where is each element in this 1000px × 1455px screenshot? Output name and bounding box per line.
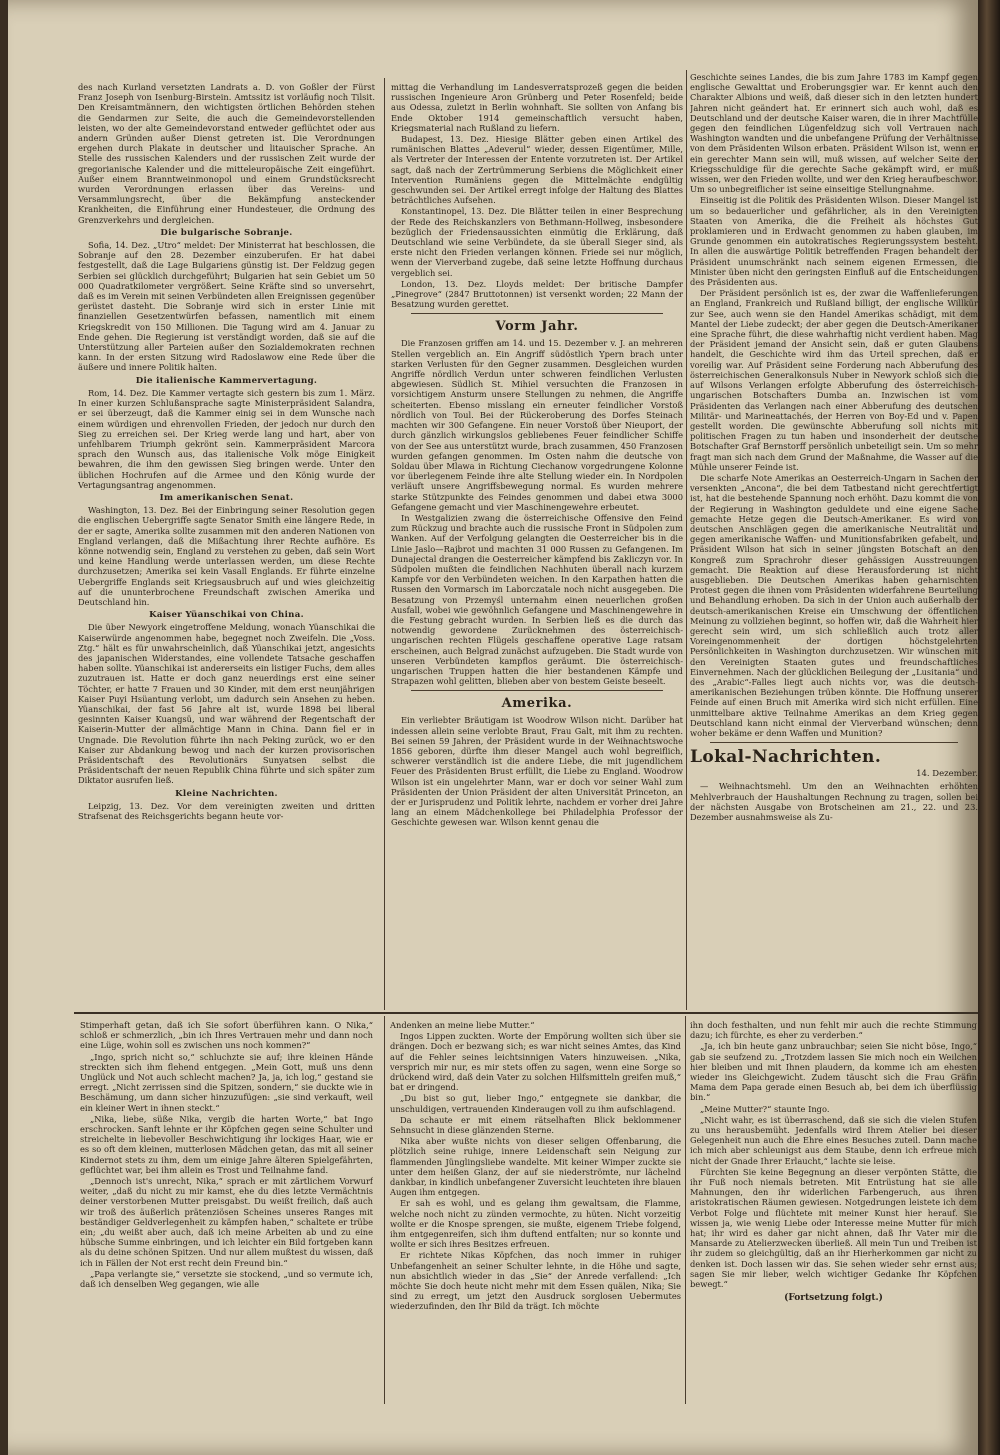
paragraph: Die scharfe Note Amerikas an Oesterreich-Ungarn in Sachen der versenkten „Ancona“, die bei dem Tatbestand nicht gerechtfertigt ist, hat die bestehende Spannung noch erhöht. Dazu kommt die von der Regierung in Washington geduldete und eine eigene Sache gemachte Hetze gegen die Deutsch-Amerikaner. Es wird von deutschen Anschlägen gegen die amerikanische Neutralität und gegen amerikanische Waffen- und Munitionsfabriken gefabelt, und Präsident Wilson hat sich in seiner jüngsten Botschaft an den Kongreß zum Sprachrohr dieser gehässigen Ausstreuungen gemacht. Die Reaktion auf diese Herausforderung ist nicht ausgeblieben. Die Deutschen Amerikas haben geharnischten Protest gegen die ihnen vom Präsidenten widerfahrene Beurteilung und Behandlung erhoben. Da sich in der Union auch außerhalb der deutsch-amerikanischen Kreise ein Umschwung der öffentlichen Meinung zu vollziehen beginnt, so hoffen wir, daß die Wahrheit hier gerecht sein wird, um sich schließlich auch trotz aller Voreingenommenheit der dortigen höchstgelehrten Persönlichkeiten in Washington durchzusetzen. Wir wünschen mit den Vereinigten Staaten gutes und freundschaftliches Einvernehmen. Nach der glücklichen Beilegung der „Lusitania“ und des „Arabic“-Falles liegt auch nichts vor, was die deutsch-amerikanischen Beziehungen trüben könnte. Die Hoffnung unserer Feinde auf einen Bruch mit Amerika wird sich nicht erfüllen. Eine unmittelbare aktive Teilnahme Amerikas an dem Krieg gegen Deutschland kann nicht einmal der Vierverband wünschen; denn woher bekäme er denn Waffen und Munition?: [690, 472, 978, 738]
paragraph: Ingos Lippen zuckten. Worte der Empörung wollten sich über sie drängen. Doch er bezwang sich; es war nicht seines Amtes, das Kind auf die Fehler seines leichtsinnigen Vaters hinzuweisen. „Nika, versprich mir nur, es mir stets offen zu sagen, wenn eine Sorge so drückend wird, daß dein Vater zu solchen Hilfsmitteln greifen muß,“ bat er dringend.: [390, 1031, 681, 1093]
paragraph: Er richtete Nikas Köpfchen, das noch immer in ruhiger Unbefangenheit an seiner Schulter lehnte, in die Höhe und sagte, nun absichtlich wieder in das „Sie“ der Anrede verfallend: „Ich möchte Sie doch heute nicht mehr mit dem Essen quälen, Nika; Sie sind zu erregt, um jetzt den Ausdruck sorglosen Uebermutes wiederzufinden, den Ihr Bild da trägt. Ich möchte: [390, 1250, 681, 1312]
column-rule: [384, 78, 385, 1010]
paragraph: Nika aber wußte nichts von dieser seligen Offenbarung, die plötzlich seine ruhige, innere Leidenschaft sein Neigung zur flammenden Jünglingsliebe wandelte. Mit keiner Wimper zuckte sie unter dem heißen Glanz, der auf sie niederströmte, nur lächelnd dankbar, in kindlich unbefangener Zuversicht leuchteten ihre blauen Augen ihm entgegen.: [390, 1136, 681, 1198]
paragraph: „Nicht wahr, es ist überraschend, daß sie sich die vielen Stufen zu uns herausbemüht. Jedenfalls wird Ihrem Atelier bei dieser Gelegenheit nun auch die Ehre eines Besuches zuteil. Dann mache ich mich aber schleunigst aus dem Staube, denn ich erfreue mich nicht der Gnade Ihrer Erlaucht,“ lachte sie leise.: [690, 1114, 977, 1166]
paragraph: Ein verliebter Bräutigam ist Woodrow Wilson nicht. Darüber hat indessen allein seine verlobte Braut, Frau Galt, mit ihm zu rechten. Bei seinen 59 Jahren, der Präsident wurde in der Weihnachtswoche 1856 geboren, dürfte ihm dieser Mangel auch wohl begreiflich, schwerer verständlich ist die andere Liebe, die mit jugendlichem Feuer des Präsidenten Brust erfüllt, die Liebe zu England. Woodrow Wilson ist ein ungelehrter Mann, war er doch vor seiner Wahl zum Präsidenten der Union Präsident der alten Universität Princeton, an der er Jurisprudenz und Politik lehrte, nachdem er vorher drei Jahre lang an einem Mädchenkollege bei Philadelphia Professor der Geschichte gewesen war. Wilson kennt genau die: [391, 715, 683, 828]
column-rule: [685, 1016, 686, 1404]
section-heading: Kleine Nachrichten.: [175, 788, 278, 799]
paragraph: Einseitig ist die Politik des Präsidenten Wilson. Dieser Mangel ist um so bedauerlicher und gefährlicher, als in den Vereinigten Staaten von Amerika, die die Freiheit als höchstes Gut proklamieren und in Erdwacht genommen zu haben glauben, im Grunde genommen ein autokratisches Regierungssystem besteht. In allen die auswärtige Politik betreffenden Fragen behandelt der Präsident unumschränkt nach seinem eigenen Ermessen, die Minister üben nicht den geringsten Einfluß auf die Entscheidungen des Präsidenten aus.: [690, 195, 978, 288]
paragraph: — Weihnachtsmehl. Um den an Weihnachten erhöhten Mehlverbrauch der Haushaltungen Rechnung zu tragen, sollen bei der nächsten Ausgabe von Brotscheinen am 21., 22. und 23. Dezember ausnahmsweise als Zu-: [690, 781, 978, 823]
paragraph: Rom, 14. Dez. Die Kammer vertagte sich gestern bis zum 1. März. In einer kurzen Schlußansprache sagte Ministerpräsident Salandra, er sei überzeugt, daß die Kammer einig sei in dem Wunsche nach einem würdigen und ehrenvollen Frieden, der jedoch nur durch den Sieg zu erreichen sei. Der Krieg werde lang und hart, aber von unfehlbarem Triumph gekrönt sein. Kammerpräsident Marcora sprach den Wunsch aus, das italienische Volk möge Einigkeit bewahren, die ihm den gewissen Sieg bringen werde. Unter den üblichen Hochrufen auf die Armee und den König wurde der Vertagungsantrag angenommen.: [78, 387, 375, 490]
paragraph: Washington, 13. Dez. Bei der Einbringung seiner Resolution gegen die englischen Uebergriffe sagte Senator Smith eine längere Rede, in der er sagte, Amerika sollte zusammen mit den anderen Nationen von England verlangen, daß die Mißachtung ihrer Rechte aufhöre. Es könne notwendig sein, England zu verstehen zu geben, daß sein Wort und keine Handlung werde unterlassen werden, um diese Rechte durchzusetzen; Amerika sei kein Vasall Englands. Er führte einzelne Uebergriffe Englands seit Kriegsausbruch auf und wies gleichzeitig auf die ununterbrochene Freundschaft zwischen Amerika und Deutschland hin.: [78, 505, 375, 607]
newspaper-page: [8, 0, 978, 1455]
paragraph: Die Franzosen griffen am 14. und 15. Dezember v. J. an mehreren Stellen vergeblich an. Ein Angriff südöstlich Ypern brach unter starken Verlusten für den Gegner zusammen. Desgleichen wurden Angriffe nördlich Verdun unter schweren feindlichen Verlusten abgewiesen. Südlich St. Mihiel versuchten die Franzosen in vorsichtigem Ansturm unsere Stellungen zu nehmen, die Angriffe scheiterten. Ebenso misslang ein erneuter feindlicher Vorstoß nördlich von Toul. Bei der Rückeroberung des Dorfes Steinach machten wir 300 Gefangene. Ein neuer Vorstoß über Nieuport, der durch gänzlich wirkungslos gebliebenes Feuer feindlicher Schiffe von der See aus unterstützt wurde, brach zusammen, 450 Franzosen wurden gefangen genommen. Im Osten nahm die deutsche von Soldau über Mlawa in Richtung Ciechanow vorgedrungene Kolonne vor überlegenem Feinde ihre alte Stellung wieder ein. In Nordpolen verläuft unsere Angriffsbewegung normal. Es wurden mehrere starke Stützpunkte des Feindes genommen und dabei etwa 3000 Gefangene gemacht und vier Maschinengewehre erbeutet.: [391, 338, 683, 512]
paragraph: Stimperhaft getan, daß ich Sie sofort überführen kann. O Nika,“ schloß er schmerzlich, „bin ich Ihres Vertrauen mehr und dann noch eine Lüge, wohin soll es zwischen uns noch kommen?“: [80, 1020, 373, 1051]
section-heading: Im amerikanischen Senat.: [159, 492, 294, 503]
paragraph: „Nika, liebe, süße Nika, vergib die harten Worte,“ bat Ingo erschrocken. Sanft lehnte er ihr Köpfchen gegen seine Schulter und streichelte in liebevoller Beschwichtigung ihr lockiges Haar, wie er es so oft dem kleinen, mutterlosen Mädchen getan, das mit all seiner Kindernot stets zu ihm, dem um einige Jahre älteren Spielgefährten, geflüchtet war, bei ihm allein es Trost und Teilnahme fand.: [80, 1113, 373, 1175]
section-heading: Vorm Jahr.: [495, 319, 579, 335]
paragraph: Da schaute er mit einem rätselhaften Blick beklommener Sehnsucht in diese glänzenden Sterne.: [390, 1114, 681, 1136]
section-heading: Kaiser Yüanschikai von China.: [149, 610, 304, 621]
divider: [411, 313, 663, 314]
section-heading: Die italienische Kammervertagung.: [135, 375, 318, 386]
paragraph: Andenken an meine liebe Mutter.“: [390, 1020, 535, 1030]
feuilleton-rule: [74, 1012, 978, 1014]
feuilleton-column-2: [390, 1020, 681, 1404]
paragraph: In Westgalizien zwang die österreichische Offensive den Feind zum Rückzug und brachte auch die russische Front in Südpolen zum Wanken. Auf der Verfolgung gelangten die Oesterreicher bis in die Linie Jaslo—Rajbrot und machten 31 000 Russen zu Gefangenen. Im Dunajectal drangen die Oesterreicher kämpfend bis Zakliczyn vor. In Südpolen mußten die feindlichen Nachhuten überall nach kurzem Kampfe vor den Verbündeten weichen. In den Karpathen hatten die Russen den Vormarsch im Laborczatale noch nicht ausgegeben. Die Besatzung von Przemyśl unternahm einen neuerlichen großen Ausfall, wobei wie gewöhnlich Gefangene und Maschinengewehre in die Festung gebracht wurden. In Serbien ließ es die durch das notwendig gewordene Zurücknehmen des österreichisch-ungarischen rechten Flügels geschaffene operative Lage ratsam erscheinen, auch Belgrad zunächst aufzugeben. Die Stadt wurde von unseren Verbündeten kampflos geräumt. Die österreichisch-ungarischen Truppen hatten die hier bestandenen Kämpfe und Strapazen wohl gelitten, blieben aber von bestem Geiste beseelt.: [391, 512, 683, 687]
paragraph: „Ja, ich bin heute ganz unbrauchbar; seien Sie nicht böse, Ingo,“ gab sie seufzend zu. „Trotzdem lassen Sie mich noch ein Weilchen hier bleiben und mit Ihnen plaudern, da komme ich am ehesten wieder ins Gleichgewicht. Zudem täuscht sich die Frau Gräfin Mama dem Papa gerade einen Besuch ab, bei dem ich überflüssig bin.“: [690, 1041, 977, 1103]
paragraph: „Ingo, sprich nicht so,“ schluchzte sie auf; ihre kleinen Hände streckten sich ihm flehend entgegen. „Mein Gott, muß uns denn Unglück und Not auch schlecht machen? Ja, ja, ich log,“ gestand sie erregt. „Nicht zerrissen sind die Spitzen, sondern,“ sie duckte wie in Beschämung, um dann sicher hinzuzufügen: „sie sind verkauft, weil ein kleiner Wert in ihnen steckt.“: [80, 1051, 373, 1113]
paragraph: Leipzig, 13. Dez. Vor dem vereinigten zweiten und dritten Strafsenat des Reichsgerichts begann heute vor-: [78, 800, 375, 822]
section-heading: Die bulgarische Sobranje.: [160, 227, 293, 238]
paragraph: Geschichte seines Landes, die bis zum Jahre 1783 im Kampf gegen englische Gewalttat und Eroberungsgier war. Er kennt auch den Charakter Albions und weiß, daß dieser sich in den letzten hundert Jahren nicht geändert hat. Er erinnert sich auch wohl, daß es Deutschland und der deutsche Kaiser waren, die in ihrer Machtfülle gegen den feindlichen Lügenfeldzug sich voll Vertrauen nach Washington wandten und die unbefangene Prüfung der Verhältnisse von dem Präsidenten Wilson erbaten. Präsident Wilson ist, wenn er ein gerechter Mann sein will, muß wissen, auf welcher Seite der Kriegsschuldige für die gerechte Sache gekämpft wird, er muß wissen, wer den Frieden wollte, und wer den Krieg heraufbeschwor. Um so unbegreiflicher ist seine einseitige Stellungnahme.: [690, 72, 978, 195]
divider: [411, 690, 663, 691]
paragraph: mittag die Verhandlung im Landesverratsprozeß gegen die beiden russischen Ingenieure Aron Grünberg und Peter Rosenfeld; beide aus Odessa, zuletzt in Berlin wohnhaft. Sie sollten von Anfang bis Ende Oktober 1914 gemeinschaftlich versucht haben, Kriegsmaterial nach Rußland zu liefern.: [391, 82, 683, 133]
paragraph: „Dennoch ist's unrecht, Nika,“ sprach er mit zärtlichem Vorwurf weiter, „daß du nicht zu mir kamst, ehe du dies letzte Vermächtnis deiner verstorbenen Mutter preisgabst. Du weißt freilich, daß auch wir troß des äußerlich prätenziösen Scheines unseres Ranges mit beständiger Geldverlegenheit zu kämpfen haben,“ schaltete er trübe ein; „du weißt aber auch, daß ich meine Arbeiten ab und zu eine hübsche Summe einbringen, und ich leichter ein Bild fortgeben kann als du deine schönen Spitzen. Und nur allem mußtest du wissen, daß ich in Fällen der Not erst recht dein Freund bin.“: [80, 1176, 373, 1268]
column-rule: [384, 1016, 385, 1404]
column-rule: [686, 70, 687, 1010]
paragraph: Fürchten Sie keine Begegnung an dieser verpönten Stätte, die ihr Fuß noch niemals betreten. Mit Entrüstung hat sie alle Mahnungen, den ihr widerlichen Farbengeruch, aus ihren aristokratischen Räumen gewiesen. Notgedrungen leistete ich dem Verbot Folge und flüchtete mit meiner Kunst hier herauf. Sie wissen ja, wie wenig Liebe oder Interesse meine Mutter für mich hat; ihr wird es daher gar nicht ahnen, daß Ihr Vater mir die Mansarde zu Atelierzwecken überließ. All mein Tun und Treiben ist ihr zudem so gleichgültig, daß an ihr Hierherkommen gar nicht zu denken ist. Doch lassen wir das. Sie sehen wieder sehr ernst aus; sagen Sie mir lieber, welch wichtiger Gedanke Ihr Köpfchen bewegt.“: [690, 1166, 977, 1290]
paragraph: Budapest, 13. Dez. Hiesige Blätter geben einen Artikel des rumänischen Blattes „Adeverul“ wieder, dessen Eigentümer, Mille, als Vertreter der Interessen der Entente vorzutreten ist. Der Artikel sagt, daß nach der Zertrümmerung Serbiens die Möglichkeit einer Intervention Rumäniens gegen die Mittelmächte endgültig geschwunden sei. Der Artikel erregt infolge der Haltung des Blattes beträchtliches Aufsehen.: [391, 134, 683, 206]
paragraph: „Meine Mutter?“ staunte Ingo.: [700, 1103, 830, 1114]
feuilleton-column-1: [80, 1020, 373, 1392]
column-2: [391, 82, 683, 1008]
feuilleton-column-3: [690, 1020, 977, 1382]
continuation-note: (Fortsetzung folgt.): [784, 1293, 883, 1304]
section-heading: Amerika.: [501, 696, 573, 712]
paragraph: London, 13. Dez. Lloyds meldet: Der britische Dampfer „Pinegrove“ (2847 Bruttotonnen) ist versenkt worden; 22 Mann der Besatzung wurden gerettet.: [391, 278, 683, 310]
paragraph: „Du bist so gut, lieber Ingo,“ entgegnete sie dankbar, die unschuldigen, vertrauenden Kinderaugen voll zu ihm aufschlagend.: [390, 1093, 681, 1114]
paragraph: Sofia, 14. Dez. „Utro“ meldet: Der Ministerrat hat beschlossen, die Sobranje auf den 28. Dezember einzuberufen. Er hat dabei festgestellt, daß die Lage Bulgariens günstig ist. Der Feldzug gegen Serbien sei glücklich durchgeführt; Bulgarien hat sein Gebiet um 50 000 Quadratkilometer vergrößert. Seine Kräfte sind so unversehrt, daß es im Verein mit seinen Verbündeten allen Ereignissen gegenüber gerüstet dasteht. Die Sobranje wird sich in erster Linie mit finanziellen Gesetzentwürfen befassen, namentlich mit einem Kriegskredit von 150 Millionen. Die Tagung wird am 4. Januar zu Ende gehen. Die Regierung ist verständigt worden, daß sie auf die Unterstützung aller Parteien außer den Sozialdemokraten rechnen kann. In der ersten Sitzung wird Radoslawow eine Rede über die äußere und innere Politik halten.: [78, 240, 375, 373]
paragraph: ihn doch festhalten, und nun fehlt mir auch die rechte Stimmung dazu; ich fürchte, es eher zu verderben.“: [690, 1020, 977, 1041]
paragraph: „Papa verlangte sie,“ versetzte sie stockend, „und so vermute ich, daß ich denselben Weg gegangen, wie alle: [80, 1268, 373, 1290]
paragraph: des nach Kurland versetzten Landrats a. D. von Goßler der Fürst Franz Joseph von Isenburg-Birstein. Amtssitz ist vorläufig noch Tilsit. Den Kreisamtmännern, den wichtigsten örtlichen Behörden stehen die Gendarmen zur Seite, die auch die Gemeindevorstellenden leisten, wo der alte Gemeindevorstand entweder geflüchtet oder aus andern Gründen außer Dienst getreten ist. Die Verordnungen ergehen durch Plakate in deutscher und litauischer Sprache. An Stelle des russischen Kalenders und der russischen Zeit wurde der gregorianische Kalender und die mitteleuropäische Zeit eingeführt. Außer einem Branntweinmonopol und einem Grundstücksrecht wurden Verordnungen erlassen über das Vereins- und Versammlungsrecht, über die Bekämpfung ansteckender Krankheiten, die Einführung einer Hundesteuer, die Ordnung des Grenzverkehrs und dergleichen.: [78, 82, 375, 225]
column-1: [78, 82, 375, 1008]
paragraph: Die über Newyork eingetroffene Meldung, wonach Yüanschikai die Kaiserwürde angenommen habe, begegnet noch Zweifeln. Die „Voss. Ztg.“ hält es für unwahrscheinlich, daß Yüanschikai jetzt, angesichts des japanischen Widerstandes, eine vollendete Tatsache geschaffen haben sollte. Yüanschikai ist andererseits ein listiger Fuchs, dem alles zuzutrauen ist. Hatte er doch ganz neuerdings erst eine seiner Töchter, er hatte 7 Frauen und 30 Kinder, mit dem erst neunjährigen Kaiser Puyi Hsüantung verlobt, um dadurch sein Ansehen zu heben. Yüanschikai, der fast 56 Jahre alt ist, wurde 1898 bei liberal gesinnten Kaiser Kuangsü, und war während der Regentschaft der Kaiserin-Mutter der allmächtige Mann in China. Dann fiel er in Ungnade. Die Revolution führte ihn nach Peking zurück, wo er den Kaiser zur Abdankung bewog und nach der kurzen provisorischen Präsidentschaft des Revolutionärs Sunyatsen selbst die Präsidentschaft der neuen Republik China führte und sich später zum Diktator ausrufen ließ.: [78, 622, 375, 786]
book-spine: [978, 0, 1000, 1455]
paragraph: Er sah es wohl, und es gelang ihm gewaltsam, die Flamme, welche noch nicht zu zünden vermochte, zu hüten. Nicht vorzeitig wollte er die Knospe sprengen, sie mußte, eigenem Triebe folgend, ihm entgegenreifen, sich ihm duftend entfalten; nur so konnte und wollte er sich ihres Besitzes erfreuen.: [390, 1198, 681, 1250]
divider: [710, 742, 958, 743]
paragraph: Konstantinopel, 13. Dez. Die Blätter teilen in einer Besprechung der Rede des Reichskanzlers von Bethmann-Hollweg, insbesondere bezüglich der Friedensaussichten einmütig die Erklärung, daß Deutschland wie seine Verbündete, da sie überall Sieger sind, als erste nicht den Frieden verlangen können. Friede sei nur möglich, wenn der Vierverband zugebe, daß seine letzte Hoffnung durchaus vergeblich sei.: [391, 206, 683, 278]
column-3: [690, 72, 978, 1008]
section-heading: Lokal-Nachrichten.: [690, 747, 882, 768]
paragraph: Der Präsident persönlich ist es, der zwar die Waffenlieferungen an England, Frankreich und Rußland billigt, der englische Willkür zur See, auch wenn sie den Handel Amerikas schädigt, mit dem Mantel der Liebe zudeckt; der aber gegen die Deutsch-Amerikaner eine Sprache führt, die diese wahrhaftig nicht verdient haben. Mag der Präsident jemand der Ansicht sein, daß er guten Glaubens handelt, die Geschichte wird ihm das Urteil sprechen, daß er voreilig war. Auf Präsident seine Forderung nach Abberufung des österreichischen Generalkonsuls Nuber in Newyork schloß sich die auf Wilsons Verlangen erfolgte Abberufung des österreichisch-ungarischen Botschafters Dumba an. Inzwischen ist vom Präsidenten das Verlangen nach einer Abberufung des deutschen Militär- und Marineattachés, der Herren von Boy-Ed und v. Papen gestellt worden. Die gewünschte Abberufung soll nichts mit politischen Fragen zu tun haben und insonderheit der deutsche Botschafter Graf Bernstorff persönlich unbeteiligt sein. Um so mehr fragt man sich nach dem Grund der Maßnahme, die Wasser auf die Mühle unserer Feinde ist.: [690, 288, 978, 472]
dateline: 14. Dezember.: [916, 769, 978, 780]
